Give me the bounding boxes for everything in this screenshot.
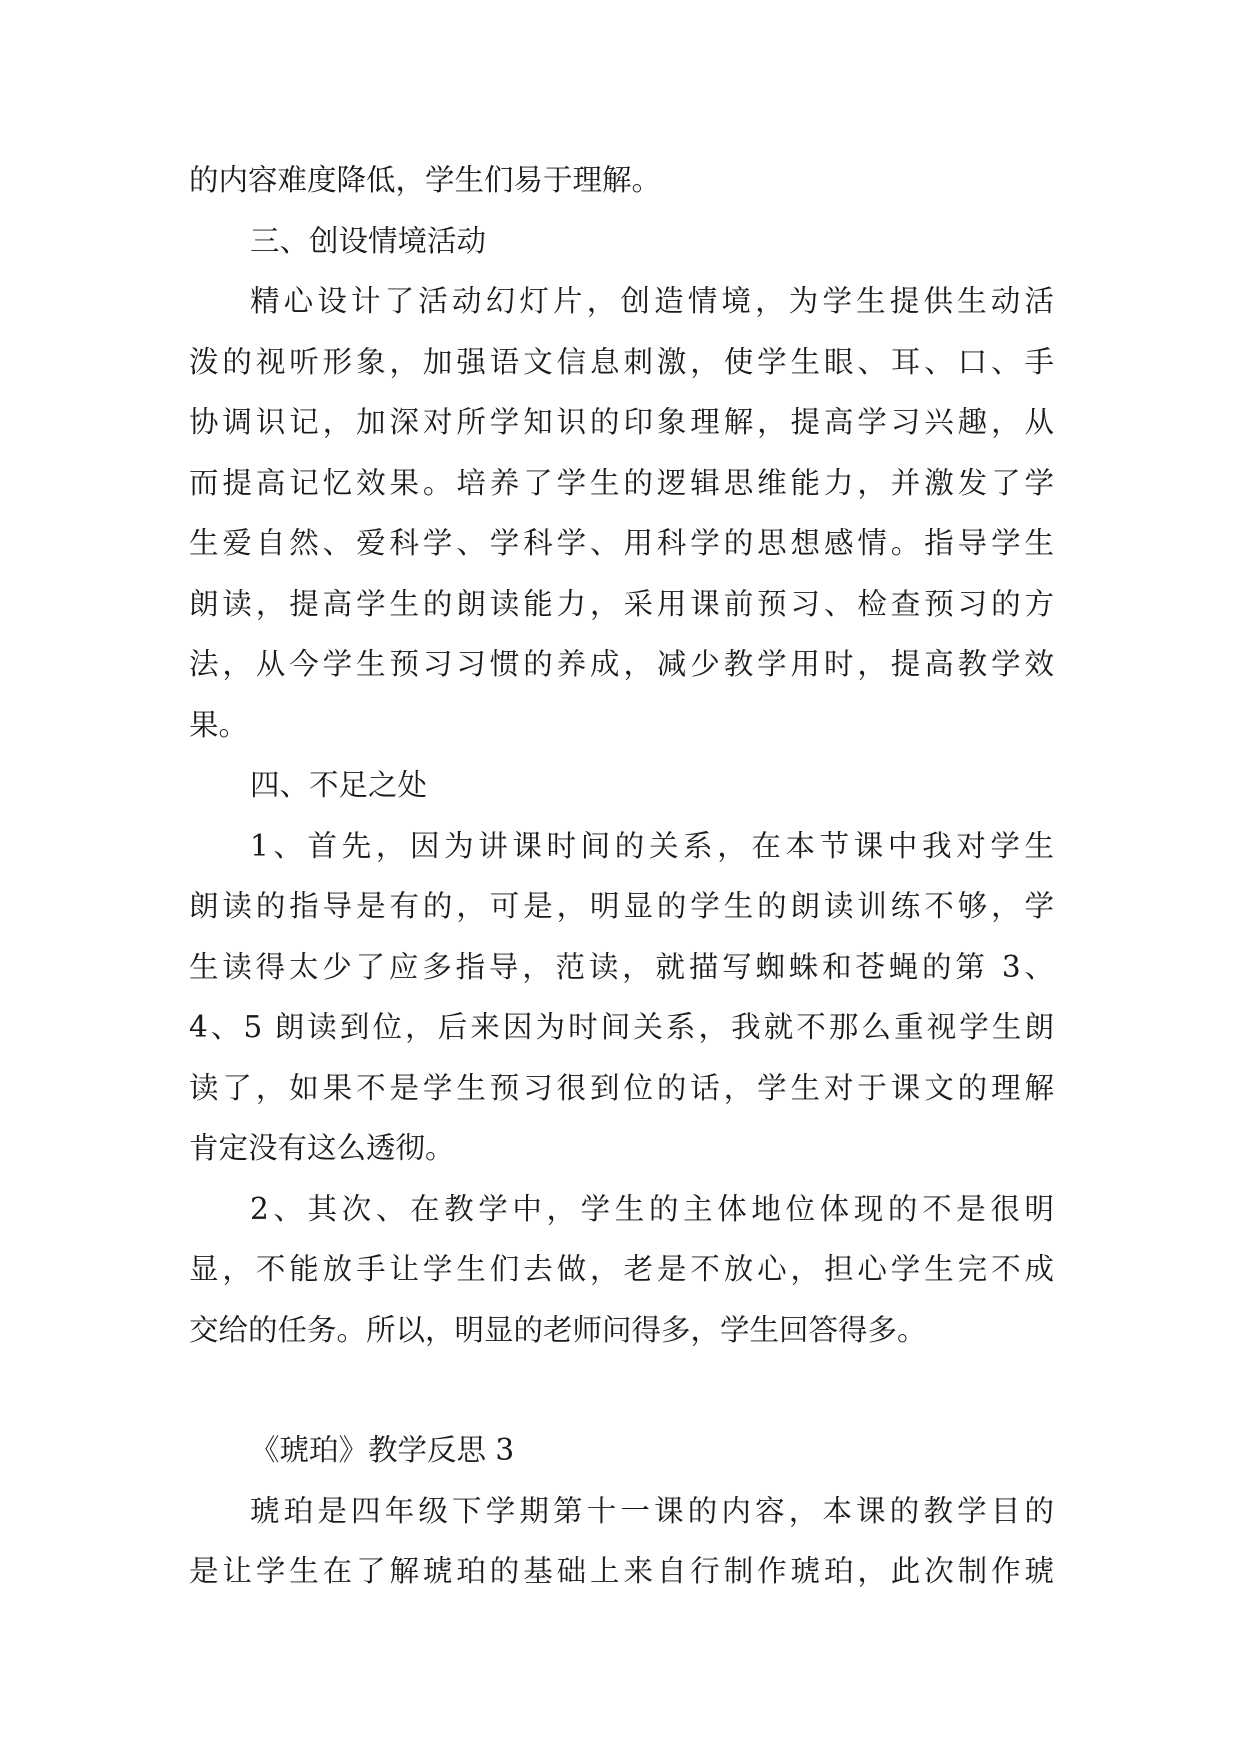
heading-text: 《琥珀》教学反思 3 (250, 1433, 515, 1467)
article-title-3 (189, 1420, 1054, 1481)
paragraph-line: 朗读，提高学生的朗读能力，采用课前预习、检查预习的方 (189, 586, 1054, 621)
paragraph-line: 精心设计了活动幻灯片，创造情境，为学生提供生动活 (250, 284, 1054, 318)
paragraph-line: 1、首先，因为讲课时间的关系，在本节课中我对学生 (250, 828, 1054, 863)
paragraph-shortcoming-1 (189, 816, 1054, 1179)
paragraph-line: 是让学生在了解琥珀的基础上来自行制作琥珀，此次制作琥 (189, 1554, 1054, 1588)
paragraph-line: 生读得太少了应多指导，范读，就描写蜘蛛和苍蝇的第 3、 (189, 949, 1054, 984)
paragraph-amber-intro (189, 1481, 1054, 1602)
paragraph-line: 泼的视听形象，加强语文信息刺激，使学生眼、耳、口、手 (189, 344, 1054, 379)
paragraph-line: 2、其次、在教学中，学生的主体地位体现的不是很明 (250, 1191, 1054, 1226)
paragraph-line: 交给的任务。所以，明显的老师问得多，学生回答得多。 (189, 1312, 927, 1347)
paragraph-line: 琥珀是四年级下学期第十一课的内容，本课的教学目的 (250, 1493, 1054, 1528)
paragraph-line: 读了，如果不是学生预习很到位的话，学生对于课文的理解 (189, 1070, 1054, 1105)
paragraph-line: 朗读的指导是有的，可是，明显的学生的朗读训练不够，学 (189, 889, 1054, 923)
paragraph-line: 的内容难度降低，学生们易于理解。 (189, 163, 662, 197)
paragraph-shortcoming-2 (189, 1179, 1054, 1361)
paragraph-line: 4、5 朗读到位，后来因为时间关系，我就不那么重视学生朗 (189, 1010, 1054, 1044)
paragraph-continued (189, 150, 1054, 211)
heading-text: 三、创设情境活动 (250, 223, 487, 258)
paragraph-line: 生爱自然、爱科学、学科学、用科学的思想感情。指导学生 (189, 526, 1054, 560)
paragraph-line: 显，不能放手让学生们去做，老是不放心，担心学生完不成 (189, 1252, 1054, 1286)
paragraph-line: 法，从今学生预习习惯的养成，减少教学用时，提高教学效 (189, 647, 1054, 681)
paragraph-line: 肯定没有这么透彻。 (189, 1131, 455, 1165)
section-heading-3 (189, 211, 1054, 272)
document-page (189, 150, 1054, 1602)
section-gap (189, 1360, 1054, 1420)
heading-text: 四、不足之处 (250, 768, 428, 802)
section-heading-4 (189, 755, 1054, 816)
paragraph-line: 而提高记忆效果。培养了学生的逻辑思维能力，并激发了学 (189, 465, 1054, 500)
paragraph-line: 果。 (189, 707, 249, 742)
paragraph-line: 协调识记，加深对所学知识的印象理解，提高学习兴趣，从 (189, 405, 1054, 439)
paragraph-situational-activity (189, 271, 1054, 755)
